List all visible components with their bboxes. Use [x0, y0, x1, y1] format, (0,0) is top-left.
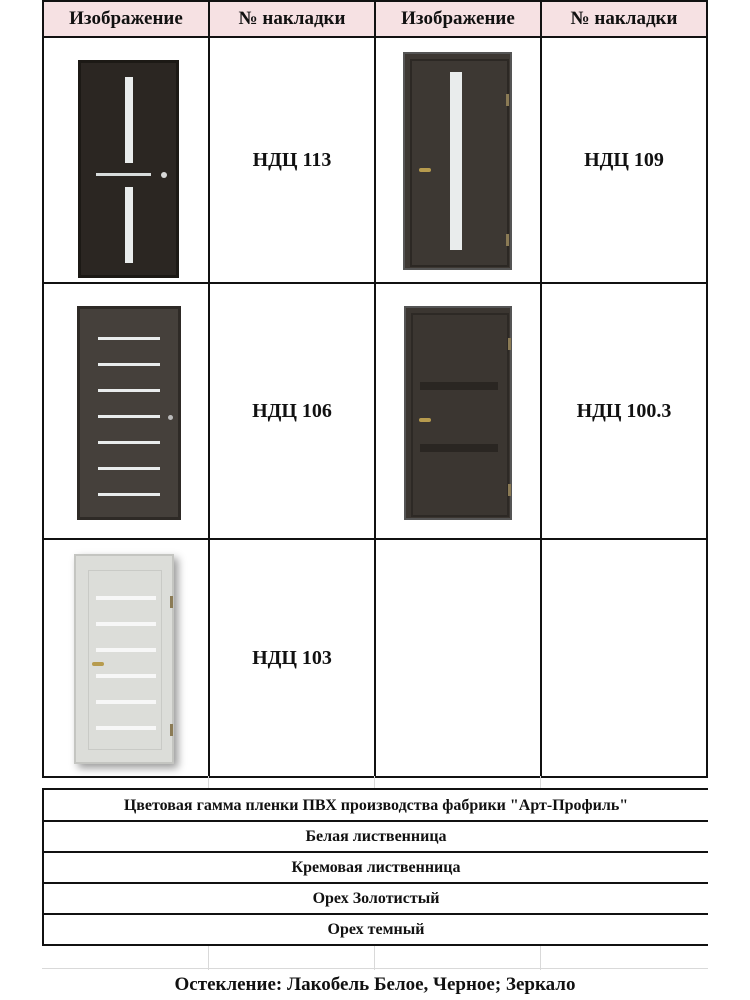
color-item-golden-walnut: Орех Золотистый — [42, 882, 708, 913]
color-item-cream-larch: Кремовая лиственница — [42, 851, 708, 882]
gridline — [42, 968, 708, 969]
door-ndc-113-image — [78, 60, 179, 278]
door-ndc-109-image — [403, 52, 512, 270]
color-range-title: Цветовая гамма пленки ПВХ производства фабрики "Арт-Профиль" — [42, 788, 708, 822]
overlay-code-ndc-106: НДЦ 106 — [208, 282, 376, 540]
gridline — [208, 944, 209, 970]
door-ndc-100-3-image — [404, 306, 512, 520]
overlay-code-ndc-109: НДЦ 109 — [540, 36, 708, 284]
overlay-code-ndc-100-3: НДЦ 100.3 — [540, 282, 708, 540]
color-item-dark-walnut: Орех темный — [42, 913, 708, 946]
header-overlay-number-1: № накладки — [208, 0, 376, 38]
header-image-2: Изображение — [374, 0, 542, 38]
image-cell-ndc-109 — [374, 36, 542, 284]
color-item-white-larch: Белая лиственница — [42, 820, 708, 851]
door-ndc-103-image — [74, 554, 174, 764]
gridline — [540, 944, 541, 970]
door-ndc-106-image — [77, 306, 181, 520]
empty-code-cell — [540, 538, 708, 778]
image-cell-ndc-113 — [42, 36, 210, 284]
glazing-options: Остекление: Лакобель Белое, Черное; Зеркало — [174, 974, 576, 995]
header-overlay-number-2: № накладки — [540, 0, 708, 38]
image-cell-ndc-100-3 — [374, 282, 542, 540]
empty-image-cell — [374, 538, 542, 778]
gridline — [374, 944, 375, 970]
image-cell-ndc-106 — [42, 282, 210, 540]
overlay-code-ndc-103: НДЦ 103 — [208, 538, 376, 778]
overlay-code-ndc-113: НДЦ 113 — [208, 36, 376, 284]
header-image-1: Изображение — [42, 0, 210, 38]
image-cell-ndc-103 — [42, 538, 210, 778]
